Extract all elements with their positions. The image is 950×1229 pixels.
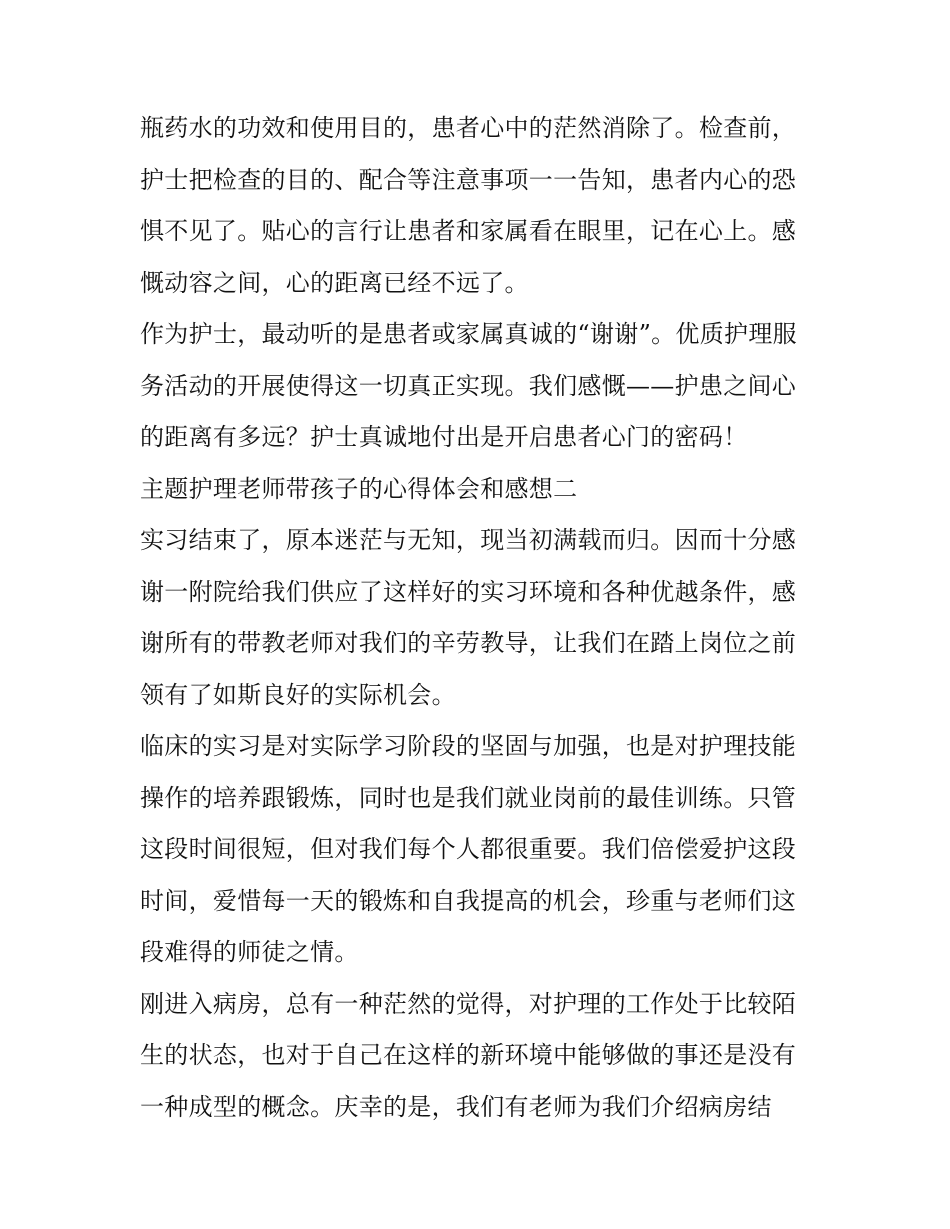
text-line: 一种成型的概念。庆幸的是，我们有老师为我们介绍病房结 [140, 1092, 772, 1121]
text-line: 操作的培养跟锻炼，同时也是我们就业岗前的最佳训练。只管 [140, 783, 797, 812]
text-line: 领有了如斯良好的实际机会。 [140, 680, 456, 709]
text-line: 惧不见了。贴心的言行让患者和家属看在眼里，记在心上。感 [140, 217, 797, 245]
section-heading: 主题护理老师带孩子的心得体会和感想二 [140, 474, 578, 503]
text-line: 作为护士，最动听的是患者或家属真诚的“谢谢”。优质护理服 [140, 320, 797, 348]
document-body [140, 103, 820, 1133]
text-line: 谢一附院给我们供应了这样好的实习环境和各种优越条件，感 [140, 577, 797, 606]
text-line: 的距离有多远？护士真诚地付出是开启患者心门的密码！ [140, 423, 748, 451]
text-line: 慨动容之间，心的距离已经不远了。 [140, 268, 529, 297]
text-line: 实习结束了，原本迷茫与无知，现当初满载而归。因而十分感 [140, 526, 797, 554]
text-line: 护士把检查的目的、配合等注意事项一一告知，患者内心的恐 [140, 165, 797, 194]
text-line: 瓶药水的功效和使用目的，患者心中的茫然消除了。检查前， [140, 114, 797, 142]
text-line: 时间，爱惜每一天的锻炼和自我提高的机会，珍重与老师们这 [140, 886, 797, 915]
text-line: 段难得的师徒之情。 [140, 938, 359, 966]
text-line: 谢所有的带教老师对我们的辛劳教导，让我们在踏上岗位之前 [140, 629, 797, 657]
text-line: 生的状态，也对于自己在这样的新环境中能够做的事还是没有 [140, 1041, 797, 1069]
text-line: 刚进入病房，总有一种茫然的觉得，对护理的工作处于比较陌 [140, 989, 797, 1018]
text-line: 这段时间很短，但对我们每个人都很重要。我们倍偿爱护这段 [140, 835, 797, 863]
text-line: 务活动的开展使得这一切真正实现。我们感慨——护患之间心 [140, 371, 797, 400]
text-line: 临床的实习是对实际学习阶段的坚固与加强，也是对护理技能 [140, 732, 797, 760]
